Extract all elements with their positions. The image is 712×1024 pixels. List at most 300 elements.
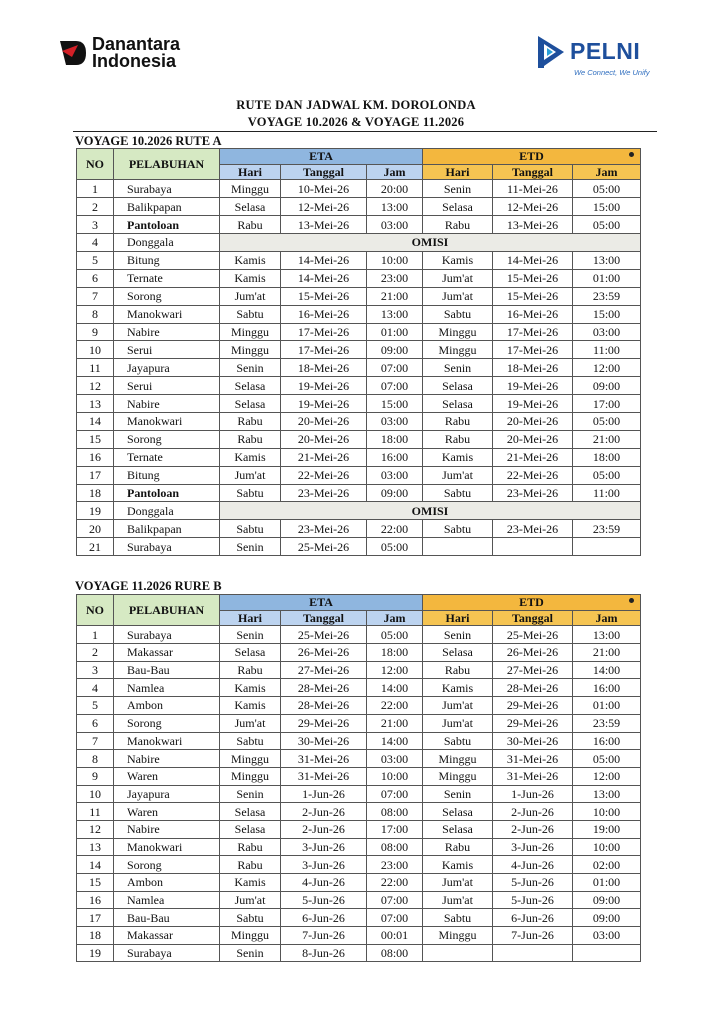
eta-date: 2-Jun-26 [281,803,367,821]
port-name: Ambon [114,697,220,715]
etd-day: Sabtu [423,732,493,750]
eta-time: 14:00 [367,732,423,750]
eta-date: 5-Jun-26 [281,891,367,909]
etd-day: Jum'at [423,287,493,305]
eta-date: 3-Jun-26 [281,838,367,856]
row-number: 10 [77,785,114,803]
port-name: Jayapura [114,785,220,803]
eta-date: 20-Mei-26 [281,412,367,430]
row-number: 12 [77,377,114,395]
table-row [77,927,641,945]
page-subtitle: VOYAGE 10.2026 & VOYAGE 11.2026 [247,115,465,129]
row-number: 17 [77,909,114,927]
voyage-b-table [76,594,641,962]
header-etd-time: Jam [573,610,641,626]
eta-time: 00:01 [367,927,423,945]
voyage-a-title: VOYAGE 10.2026 RUTE A [75,134,222,148]
eta-time: 22:00 [367,874,423,892]
table-row [77,287,641,305]
table-row [77,785,641,803]
row-number: 13 [77,838,114,856]
etd-time: 13:00 [573,785,641,803]
port-name: Makassar [114,927,220,945]
etd-date: 12-Mei-26 [493,198,573,216]
eta-date: 6-Jun-26 [281,909,367,927]
etd-date: 2-Jun-26 [493,820,573,838]
eta-time: 22:00 [367,520,423,538]
etd-date: 3-Jun-26 [493,838,573,856]
table-row [77,856,641,874]
etd-time: 21:00 [573,430,641,448]
etd-day: Selasa [423,644,493,662]
etd-date: 20-Mei-26 [493,412,573,430]
port-name: Nabire [114,820,220,838]
etd-date: 31-Mei-26 [493,767,573,785]
eta-date: 21-Mei-26 [281,448,367,466]
table-row [77,803,641,821]
pelni-logo [534,32,664,82]
row-number: 4 [77,679,114,697]
port-name: Sorong [114,856,220,874]
table-row [77,430,641,448]
eta-day: Senin [220,538,281,556]
port-name: Serui [114,341,220,359]
pelni-logo-icon [534,32,568,72]
etd-date: 29-Mei-26 [493,714,573,732]
eta-date: 17-Mei-26 [281,341,367,359]
eta-day: Jum'at [220,714,281,732]
row-number: 8 [77,750,114,768]
port-name: Makassar [114,644,220,662]
etd-day [423,538,493,556]
etd-day: Sabtu [423,520,493,538]
eta-day: Jum'at [220,287,281,305]
row-number: 14 [77,412,114,430]
eta-day: Minggu [220,323,281,341]
row-number: 7 [77,732,114,750]
etd-day: Senin [423,180,493,198]
eta-day: Kamis [220,448,281,466]
eta-time: 13:00 [367,305,423,323]
etd-date: 17-Mei-26 [493,341,573,359]
etd-day: Rabu [423,661,493,679]
port-name: Sorong [114,430,220,448]
etd-day: Jum'at [423,269,493,287]
etd-date: 5-Jun-26 [493,891,573,909]
eta-date: 23-Mei-26 [281,484,367,502]
table-row [77,538,641,556]
etd-day: Minggu [423,927,493,945]
etd-time: 16:00 [573,732,641,750]
eta-date: 14-Mei-26 [281,251,367,269]
row-number: 2 [77,644,114,662]
header-etd-date: Tanggal [493,164,573,180]
etd-time: 09:00 [573,891,641,909]
etd-time: 19:00 [573,820,641,838]
row-number: 21 [77,538,114,556]
etd-date: 22-Mei-26 [493,466,573,484]
etd-date: 27-Mei-26 [493,661,573,679]
etd-time: 14:00 [573,661,641,679]
eta-time: 21:00 [367,287,423,305]
eta-time: 07:00 [367,359,423,377]
header-eta-time: Jam [367,164,423,180]
eta-date: 23-Mei-26 [281,520,367,538]
table-row [77,661,641,679]
etd-day: Jum'at [423,466,493,484]
table-row [77,820,641,838]
etd-date: 19-Mei-26 [493,395,573,413]
table-row [77,626,641,644]
eta-date: 28-Mei-26 [281,697,367,715]
eta-time: 18:00 [367,644,423,662]
etd-day: Selasa [423,820,493,838]
etd-date: 13-Mei-26 [493,216,573,234]
etd-time: 10:00 [573,838,641,856]
header-etd: ETD [423,595,641,611]
eta-date: 25-Mei-26 [281,538,367,556]
table-row [77,234,641,252]
header-no: NO [77,595,114,626]
table-row [77,679,641,697]
row-number: 18 [77,927,114,945]
table-row [77,323,641,341]
etd-time: 03:00 [573,323,641,341]
eta-time: 09:00 [367,484,423,502]
etd-time: 21:00 [573,644,641,662]
eta-date: 2-Jun-26 [281,820,367,838]
eta-day: Jum'at [220,891,281,909]
port-name: Jayapura [114,359,220,377]
omisi-label: OMISI [220,234,641,252]
eta-time: 07:00 [367,909,423,927]
eta-time: 23:00 [367,269,423,287]
header-eta-day: Hari [220,164,281,180]
eta-day: Selasa [220,644,281,662]
eta-time: 16:00 [367,448,423,466]
port-name: Surabaya [114,626,220,644]
header-eta: ETA [220,149,423,165]
header-etd-time: Jam [573,164,641,180]
eta-date: 15-Mei-26 [281,287,367,305]
etd-day: Selasa [423,803,493,821]
header-eta-time: Jam [367,610,423,626]
etd-day: Kamis [423,856,493,874]
eta-day: Jum'at [220,466,281,484]
etd-time: 13:00 [573,251,641,269]
eta-day: Selasa [220,803,281,821]
table-row [77,448,641,466]
etd-time: 18:00 [573,448,641,466]
table-row [77,838,641,856]
row-number: 1 [77,180,114,198]
eta-time: 03:00 [367,412,423,430]
row-number: 16 [77,448,114,466]
eta-date: 1-Jun-26 [281,785,367,803]
etd-day: Minggu [423,767,493,785]
eta-time: 08:00 [367,944,423,962]
row-number: 6 [77,269,114,287]
etd-date: 4-Jun-26 [493,856,573,874]
omisi-label: OMISI [220,502,641,520]
etd-day: Selasa [423,377,493,395]
eta-time: 23:00 [367,856,423,874]
etd-time: 05:00 [573,216,641,234]
danantara-logo-icon [58,37,88,69]
header-etd-day: Hari [423,164,493,180]
table-row [77,251,641,269]
etd-date: 25-Mei-26 [493,626,573,644]
eta-day: Rabu [220,661,281,679]
table-row [77,341,641,359]
etd-time: 16:00 [573,679,641,697]
etd-day: Kamis [423,251,493,269]
etd-time: 15:00 [573,305,641,323]
etd-time: 01:00 [573,269,641,287]
row-number: 9 [77,323,114,341]
etd-date: 23-Mei-26 [493,484,573,502]
table-row [77,714,641,732]
eta-time: 12:00 [367,661,423,679]
eta-time: 13:00 [367,198,423,216]
etd-date: 19-Mei-26 [493,377,573,395]
etd-time: 23:59 [573,287,641,305]
eta-day: Senin [220,626,281,644]
etd-day: Jum'at [423,891,493,909]
row-number: 2 [77,198,114,216]
port-name: Waren [114,803,220,821]
etd-day: Sabtu [423,909,493,927]
etd-day: Jum'at [423,714,493,732]
etd-time: 09:00 [573,377,641,395]
eta-time: 10:00 [367,251,423,269]
row-number: 11 [77,803,114,821]
eta-day: Kamis [220,697,281,715]
etd-date: 29-Mei-26 [493,697,573,715]
eta-date: 12-Mei-26 [281,198,367,216]
port-name: Manokwari [114,305,220,323]
header-etd-date: Tanggal [493,610,573,626]
row-number: 7 [77,287,114,305]
eta-date: 17-Mei-26 [281,323,367,341]
etd-day: Kamis [423,448,493,466]
eta-day: Rabu [220,216,281,234]
port-name: Namlea [114,891,220,909]
etd-date: 5-Jun-26 [493,874,573,892]
eta-date: 31-Mei-26 [281,750,367,768]
port-name: Nabire [114,750,220,768]
row-number: 20 [77,520,114,538]
etd-date: 17-Mei-26 [493,323,573,341]
port-name: Donggala [114,502,220,520]
table-row [77,502,641,520]
etd-day: Jum'at [423,697,493,715]
eta-time: 07:00 [367,891,423,909]
port-name: Manokwari [114,412,220,430]
row-number: 13 [77,395,114,413]
eta-time: 08:00 [367,803,423,821]
eta-day: Sabtu [220,484,281,502]
etd-time: 15:00 [573,198,641,216]
etd-date: 7-Jun-26 [493,927,573,945]
row-number: 15 [77,874,114,892]
etd-day: Senin [423,626,493,644]
eta-date: 19-Mei-26 [281,377,367,395]
eta-date: 8-Jun-26 [281,944,367,962]
row-number: 16 [77,891,114,909]
eta-day: Selasa [220,198,281,216]
etd-date: 14-Mei-26 [493,251,573,269]
etd-day: Minggu [423,323,493,341]
eta-time: 03:00 [367,750,423,768]
etd-date: 31-Mei-26 [493,750,573,768]
eta-date: 22-Mei-26 [281,466,367,484]
title-divider [73,131,657,132]
etd-day: Minggu [423,750,493,768]
etd-day [423,944,493,962]
eta-day: Selasa [220,377,281,395]
port-name: Sorong [114,714,220,732]
table-row [77,395,641,413]
etd-time: 12:00 [573,767,641,785]
table-row [77,697,641,715]
eta-time: 22:00 [367,697,423,715]
etd-time: 10:00 [573,803,641,821]
eta-day: Rabu [220,412,281,430]
etd-date: 16-Mei-26 [493,305,573,323]
table-row [77,767,641,785]
port-name: Manokwari [114,838,220,856]
etd-time: 05:00 [573,750,641,768]
etd-day: Rabu [423,216,493,234]
port-name: Pantoloan [114,484,220,502]
port-name: Nabire [114,395,220,413]
row-number: 6 [77,714,114,732]
port-name: Bau-Bau [114,661,220,679]
eta-day: Rabu [220,838,281,856]
eta-day: Sabtu [220,909,281,927]
eta-date: 13-Mei-26 [281,216,367,234]
etd-day: Sabtu [423,484,493,502]
eta-day: Sabtu [220,732,281,750]
eta-time: 07:00 [367,377,423,395]
eta-day: Rabu [220,430,281,448]
header-eta-date: Tanggal [281,610,367,626]
eta-date: 25-Mei-26 [281,626,367,644]
eta-day: Selasa [220,820,281,838]
etd-time [573,944,641,962]
etd-day: Senin [423,359,493,377]
etd-date: 20-Mei-26 [493,430,573,448]
eta-date: 4-Jun-26 [281,874,367,892]
eta-time: 08:00 [367,838,423,856]
row-number: 19 [77,944,114,962]
port-name: Manokwari [114,732,220,750]
eta-time: 10:00 [367,767,423,785]
etd-time: 23:59 [573,520,641,538]
eta-date: 18-Mei-26 [281,359,367,377]
eta-day: Kamis [220,251,281,269]
header-eta: ETA [220,595,423,611]
etd-day: Selasa [423,198,493,216]
row-number: 8 [77,305,114,323]
port-name: Ternate [114,448,220,466]
eta-time: 14:00 [367,679,423,697]
etd-time [573,538,641,556]
etd-day: Jum'at [423,874,493,892]
table-row [77,377,641,395]
table-row [77,180,641,198]
etd-date [493,944,573,962]
row-number: 14 [77,856,114,874]
table-row [77,484,641,502]
eta-time: 15:00 [367,395,423,413]
etd-day: Rabu [423,412,493,430]
etd-date: 2-Jun-26 [493,803,573,821]
eta-day: Selasa [220,395,281,413]
pelni-wordmark: PELNI [570,38,641,64]
etd-date: 11-Mei-26 [493,180,573,198]
etd-time: 02:00 [573,856,641,874]
row-number: 10 [77,341,114,359]
etd-time: 13:00 [573,626,641,644]
eta-time: 03:00 [367,216,423,234]
etd-time: 05:00 [573,466,641,484]
page-title: RUTE DAN JADWAL KM. DOROLONDA [236,98,476,112]
port-name: Bitung [114,251,220,269]
header-etd: ETD [423,149,641,165]
pelni-tagline: We Connect, We Unify [574,68,650,77]
etd-day: Rabu [423,430,493,448]
row-number: 5 [77,697,114,715]
etd-day: Rabu [423,838,493,856]
eta-time: 21:00 [367,714,423,732]
table-row [77,198,641,216]
etd-day: Minggu [423,341,493,359]
etd-date: 18-Mei-26 [493,359,573,377]
port-name: Ambon [114,874,220,892]
voyage-a-table [76,148,641,556]
eta-time: 05:00 [367,626,423,644]
eta-date: 30-Mei-26 [281,732,367,750]
etd-time: 05:00 [573,180,641,198]
port-name: Balikpapan [114,198,220,216]
etd-time: 11:00 [573,341,641,359]
row-number: 3 [77,661,114,679]
etd-time: 11:00 [573,484,641,502]
etd-day: Kamis [423,679,493,697]
eta-date: 29-Mei-26 [281,714,367,732]
etd-date: 26-Mei-26 [493,644,573,662]
eta-day: Minggu [220,341,281,359]
table-row [77,944,641,962]
eta-date: 27-Mei-26 [281,661,367,679]
eta-time: 05:00 [367,538,423,556]
etd-time: 01:00 [573,874,641,892]
header-eta-date: Tanggal [281,164,367,180]
etd-date: 1-Jun-26 [493,785,573,803]
table-row [77,909,641,927]
eta-day: Kamis [220,874,281,892]
eta-time: 03:00 [367,466,423,484]
table-row [77,466,641,484]
eta-date: 19-Mei-26 [281,395,367,413]
port-name: Surabaya [114,180,220,198]
table-row [77,732,641,750]
row-number: 12 [77,820,114,838]
table-row [77,644,641,662]
port-name: Sorong [114,287,220,305]
